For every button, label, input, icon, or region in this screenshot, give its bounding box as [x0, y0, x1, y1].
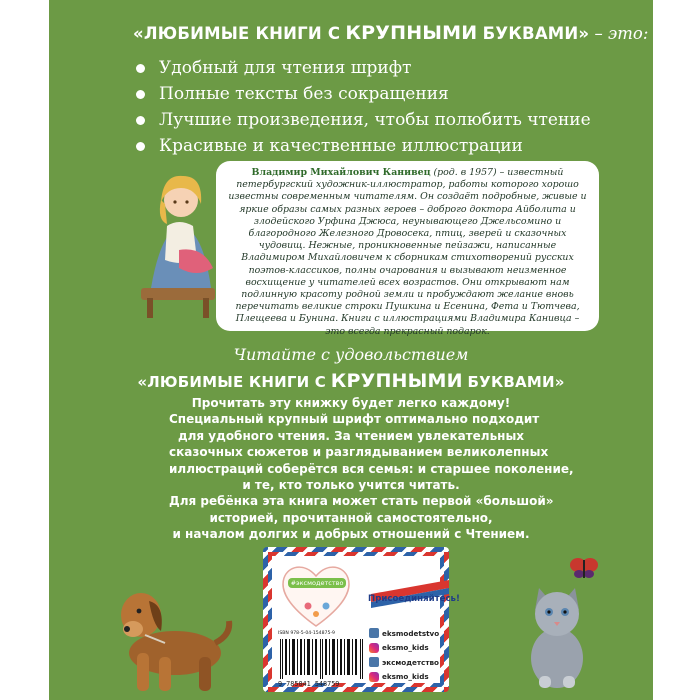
bullet-icon — [136, 64, 145, 73]
description-line: историей, прочитанной самостоятельно, — [209, 510, 493, 525]
bullet-icon — [136, 90, 145, 99]
series-suffix: БУКВАМИ» — [482, 24, 590, 43]
butterfly-illustration — [569, 556, 599, 580]
bio-born: (род. в 1957) — [430, 167, 497, 178]
social-link[interactable]: eksmo_kids — [369, 641, 439, 656]
benefit-item: Удобный для чтения шрифт — [133, 56, 591, 82]
bullet-icon — [136, 142, 145, 151]
social-link[interactable]: эксмодетство — [369, 655, 439, 670]
description-line: Для ребёнка эта книга может стать первой «большой» — [169, 494, 554, 509]
bio-text: – известный петербургский художник-иллюстратор, работы которого хорошо известны современным читателям. Он создаёт подробные, живые и яркие образы самых разных героев – доброго доктора Айболита и злодейского Урфина Джюса, неунывающего Джельсомино и благородного Железного Дровосека, птиц, зверей и сказочных чудовищ. Нежные, проникновенные пейзажи, написанные Владимиром Михайловичем к сборникам стихотворений русских поэтов-классиков, полны очарования и вызывают неизменное восхищение у читателей всех возрастов. Они открывают нам подлинную красоту родной земли и пробуждают желание вновь перечитать великие строки Пушкина и Есенина, Фета и Тютчева, Плещеева и Бунина. Книги с иллюстрациями Владимира Канивца – это всегда прекрасный подарок. — [228, 167, 587, 337]
back-cover — [49, 0, 653, 700]
benefits-list — [133, 56, 591, 160]
series-highlight: КРУПНЫМИ — [345, 22, 478, 44]
description-line: Прочитать эту книжку будет легко каждому! — [191, 396, 511, 410]
benefit-item: Лучшие произведения, чтобы полюбить чтение — [133, 108, 591, 134]
social-link[interactable]: eksmo_kids — [369, 670, 439, 685]
series-prefix: «ЛЮБИМЫЕ КНИГИ С — [133, 24, 341, 43]
description-line: и те, кто только учится читать. — [242, 478, 460, 493]
description-line: сказочных сюжетов и разглядыванием великолепных — [169, 445, 549, 460]
isbn: ISBN 978-5-04-154875-9 — [278, 631, 335, 636]
benefit-item: Полные тексты без сокращения — [133, 82, 591, 108]
instagram-icon — [369, 672, 379, 682]
series-title-repeat: «ЛЮБИМЫЕ КНИГИ С КРУПНЫМИ БУКВАМИ» — [137, 370, 565, 392]
illustrator-bio — [216, 161, 599, 337]
girl-illustration — [121, 160, 231, 320]
barcode-icon — [278, 639, 366, 679]
description-text — [169, 395, 574, 543]
cat-illustration — [517, 580, 597, 690]
bullet-icon — [136, 116, 145, 125]
series-heading — [133, 22, 649, 45]
social-link[interactable]: eksmodetstvo — [369, 626, 439, 641]
panel-inner — [272, 556, 460, 688]
hashtag-label: #эксмодетство — [288, 578, 346, 588]
vk-icon — [369, 628, 379, 638]
bio-author: Владимир Михайлович Канивец — [251, 167, 431, 178]
description-line: иллюстраций соберётся вся семья: и старшее поколение, — [169, 461, 574, 476]
social-links — [369, 626, 439, 684]
heart-icon — [278, 560, 354, 628]
description-line: Специальный крупный шрифт оптимально подходит — [169, 412, 540, 427]
description-line: для удобного чтения. За чтением увлекательных — [177, 428, 525, 443]
publisher-panel — [263, 547, 460, 692]
read-with-pleasure: Читайте с удовольствием — [233, 345, 469, 364]
instagram-icon — [369, 643, 379, 653]
barcode-number: 9 785041 548759 — [278, 680, 340, 688]
flag-ribbon-icon — [365, 564, 451, 622]
benefit-item: Красивые и качественные иллюстрации — [133, 134, 591, 160]
dog-illustration — [105, 565, 235, 695]
join-us-text: Присоединяйтесь! — [368, 594, 460, 604]
series-tail: – это: — [589, 24, 649, 43]
vk-icon — [369, 657, 379, 667]
description-line: и началом долгих и добрых отношений с Чтением. — [172, 527, 530, 542]
